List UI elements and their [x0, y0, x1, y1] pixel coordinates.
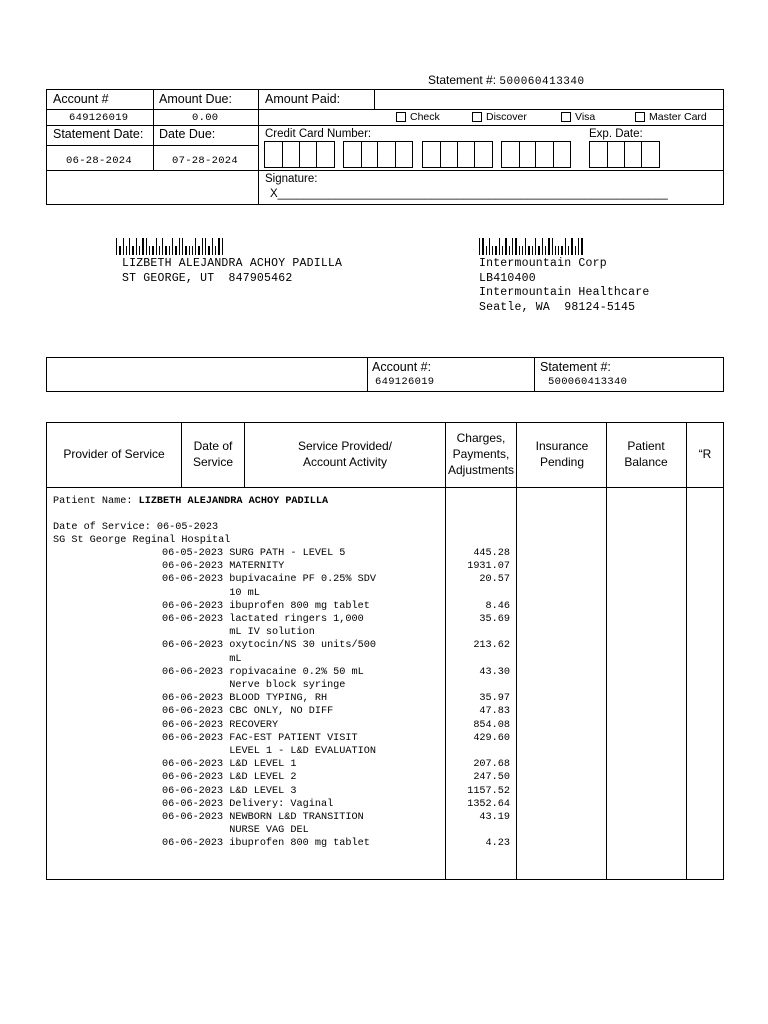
remit-barcode	[479, 238, 583, 255]
statement-date-value: 06-28-2024	[66, 155, 133, 167]
statement-number-value: 500060413340	[499, 76, 585, 88]
charge-line-amount: 1931.07	[467, 561, 510, 573]
visa-checkbox[interactable]	[561, 112, 571, 122]
header-r: “R	[698, 447, 712, 461]
detail-table	[46, 422, 724, 880]
charge-line-text: 06-06-2023 FAC-EST PATIENT VISIT	[162, 732, 358, 744]
visa-label: Visa	[575, 111, 596, 123]
divider	[367, 357, 368, 392]
account-value: 649126019	[69, 112, 129, 124]
patient-name-label: Patient Name:	[53, 496, 139, 507]
charge-line-text: 06-06-2023 ropivacaine 0.2% 50 mL	[162, 666, 364, 678]
charge-line-amount: 429.60	[473, 732, 510, 744]
patient-barcode	[116, 238, 223, 255]
header-patient-balance: Patient Balance	[624, 439, 668, 469]
charge-line-text: mL	[162, 653, 242, 665]
column-divider	[606, 422, 607, 880]
credit-card-label: Credit Card Number:	[265, 128, 372, 140]
statement-bar-label: Statement #:	[540, 360, 611, 374]
amount-due-value: 0.00	[192, 112, 219, 124]
facility-name: SG St George Reginal Hospital	[53, 535, 231, 546]
charge-line-text: 06-06-2023 MATERNITY	[162, 561, 285, 573]
charge-line-text: mL IV solution	[162, 627, 315, 639]
charge-line-text: 06-06-2023 ibuprofen 800 mg tablet	[162, 600, 370, 612]
divider	[258, 89, 259, 205]
header-insurance: Insurance Pending	[535, 439, 589, 469]
account-bar-label: Account #:	[372, 360, 432, 374]
column-divider	[445, 422, 446, 880]
header-service: Service Provided/ Account Activity	[297, 439, 393, 469]
discover-checkbox[interactable]	[472, 112, 482, 122]
date-due-value: 07-28-2024	[172, 155, 239, 167]
header-date: Date of Service	[192, 439, 233, 469]
charge-line-text: 06-06-2023 L&D LEVEL 2	[162, 772, 297, 784]
charge-line-amount: 854.08	[473, 719, 510, 731]
exp-date-label: Exp. Date:	[589, 128, 643, 140]
charge-line-amount: 247.50	[473, 772, 510, 784]
charge-line-amount: 213.62	[473, 640, 510, 652]
charge-line-text: 06-06-2023 ibuprofen 800 mg tablet	[162, 838, 370, 850]
mastercard-checkbox[interactable]	[635, 112, 645, 122]
charge-line-text: 06-06-2023 CBC ONLY, NO DIFF	[162, 706, 334, 718]
column-divider	[181, 422, 182, 488]
mastercard-label: Master Card	[649, 111, 707, 123]
charge-line-text: 10 mL	[162, 587, 260, 599]
date-of-service-line: Date of Service: 06-05-2023	[53, 522, 219, 533]
amount-paid-label: Amount Paid:	[265, 92, 341, 106]
divider	[46, 109, 724, 110]
charge-line-text: LEVEL 1 - L&D EVALUATION	[162, 746, 376, 757]
card-digits-group-1[interactable]	[264, 141, 335, 168]
header-charges: Charges, Payments, Adjustments	[447, 431, 515, 477]
card-digits-group-3[interactable]	[422, 141, 493, 168]
charge-line-amount: 4.23	[485, 838, 510, 850]
charge-line-amount: 35.97	[479, 693, 510, 705]
charge-line-text: 06-06-2023 oxytocin/NS 30 units/500	[162, 640, 376, 652]
patient-name-line	[53, 495, 328, 508]
check-checkbox[interactable]	[396, 112, 406, 122]
charge-line-amount: 207.68	[473, 759, 510, 771]
charge-line-text: 06-05-2023 SURG PATH - LEVEL 5	[162, 548, 346, 559]
divider	[46, 125, 724, 126]
divider	[153, 89, 154, 171]
charge-line-amount: 20.57	[479, 574, 510, 586]
charge-line-amount: 47.83	[479, 706, 510, 718]
charge-line-amount: 43.19	[479, 812, 510, 823]
divider	[46, 170, 724, 171]
statement-number-header	[428, 73, 585, 88]
account-label: Account #	[53, 92, 109, 106]
charge-line-amount: 1157.52	[467, 785, 510, 797]
amount-due-label: Amount Due:	[159, 92, 232, 106]
card-digits-group-2[interactable]	[343, 141, 413, 168]
account-bar-value: 649126019	[375, 376, 435, 388]
discover-label: Discover	[486, 111, 527, 123]
charge-line-amount: 8.46	[485, 600, 510, 612]
check-label: Check	[410, 111, 440, 123]
charge-line-text: 06-06-2023 Delivery: Vaginal	[162, 798, 334, 810]
column-divider	[516, 422, 517, 880]
charge-line-amount: 1352.64	[467, 798, 510, 810]
column-divider	[244, 422, 245, 488]
charge-line-text: 06-06-2023 BLOOD TYPING, RH	[162, 693, 328, 705]
date-due-label: Date Due:	[159, 127, 216, 141]
charge-line-amount: 35.69	[479, 614, 510, 625]
charge-line-text: 06-06-2023 NEWBORN L&D TRANSITION	[162, 812, 364, 823]
charge-line-text: 06-06-2023 RECOVERY	[162, 719, 279, 731]
remit-address: Intermountain Corp LB410400 Intermountain Healthcare Seatle, WA 98124-5145	[479, 257, 650, 314]
header-provider: Provider of Service	[63, 447, 165, 461]
signature-label: Signature:	[265, 173, 318, 185]
patient-address: LIZBETH ALEJANDRA ACHOY PADILLA ST GEORGE, UT 847905462	[122, 257, 343, 285]
divider	[534, 357, 535, 392]
divider	[374, 89, 375, 110]
charge-line-text: 06-06-2023 lactated ringers 1,000	[162, 614, 364, 625]
patient-name: LIZBETH ALEJANDRA ACHOY PADILLA	[138, 496, 329, 507]
table-header-divider	[46, 487, 724, 488]
charge-line-amount: 445.28	[473, 548, 510, 559]
charge-line-text: NURSE VAG DEL	[162, 825, 309, 837]
statement-bar-value: 500060413340	[548, 376, 628, 388]
column-divider	[686, 422, 687, 880]
charge-line-text: 06-06-2023 L&D LEVEL 1	[162, 759, 297, 771]
statement-number-label: Statement #:	[428, 73, 497, 87]
card-digits-group-4[interactable]	[501, 141, 571, 168]
charge-line-text: 06-06-2023 bupivacaine PF 0.25% SDV	[162, 574, 376, 586]
charge-line-amount: 43.30	[479, 666, 510, 678]
signature-line[interactable]: X_____________________________________________________________	[270, 188, 668, 200]
charge-line-text: 06-06-2023 L&D LEVEL 3	[162, 785, 297, 797]
charge-line-text: Nerve block syringe	[162, 680, 346, 691]
exp-date-boxes[interactable]	[589, 141, 660, 168]
statement-date-label: Statement Date:	[53, 127, 144, 141]
divider	[46, 145, 259, 146]
